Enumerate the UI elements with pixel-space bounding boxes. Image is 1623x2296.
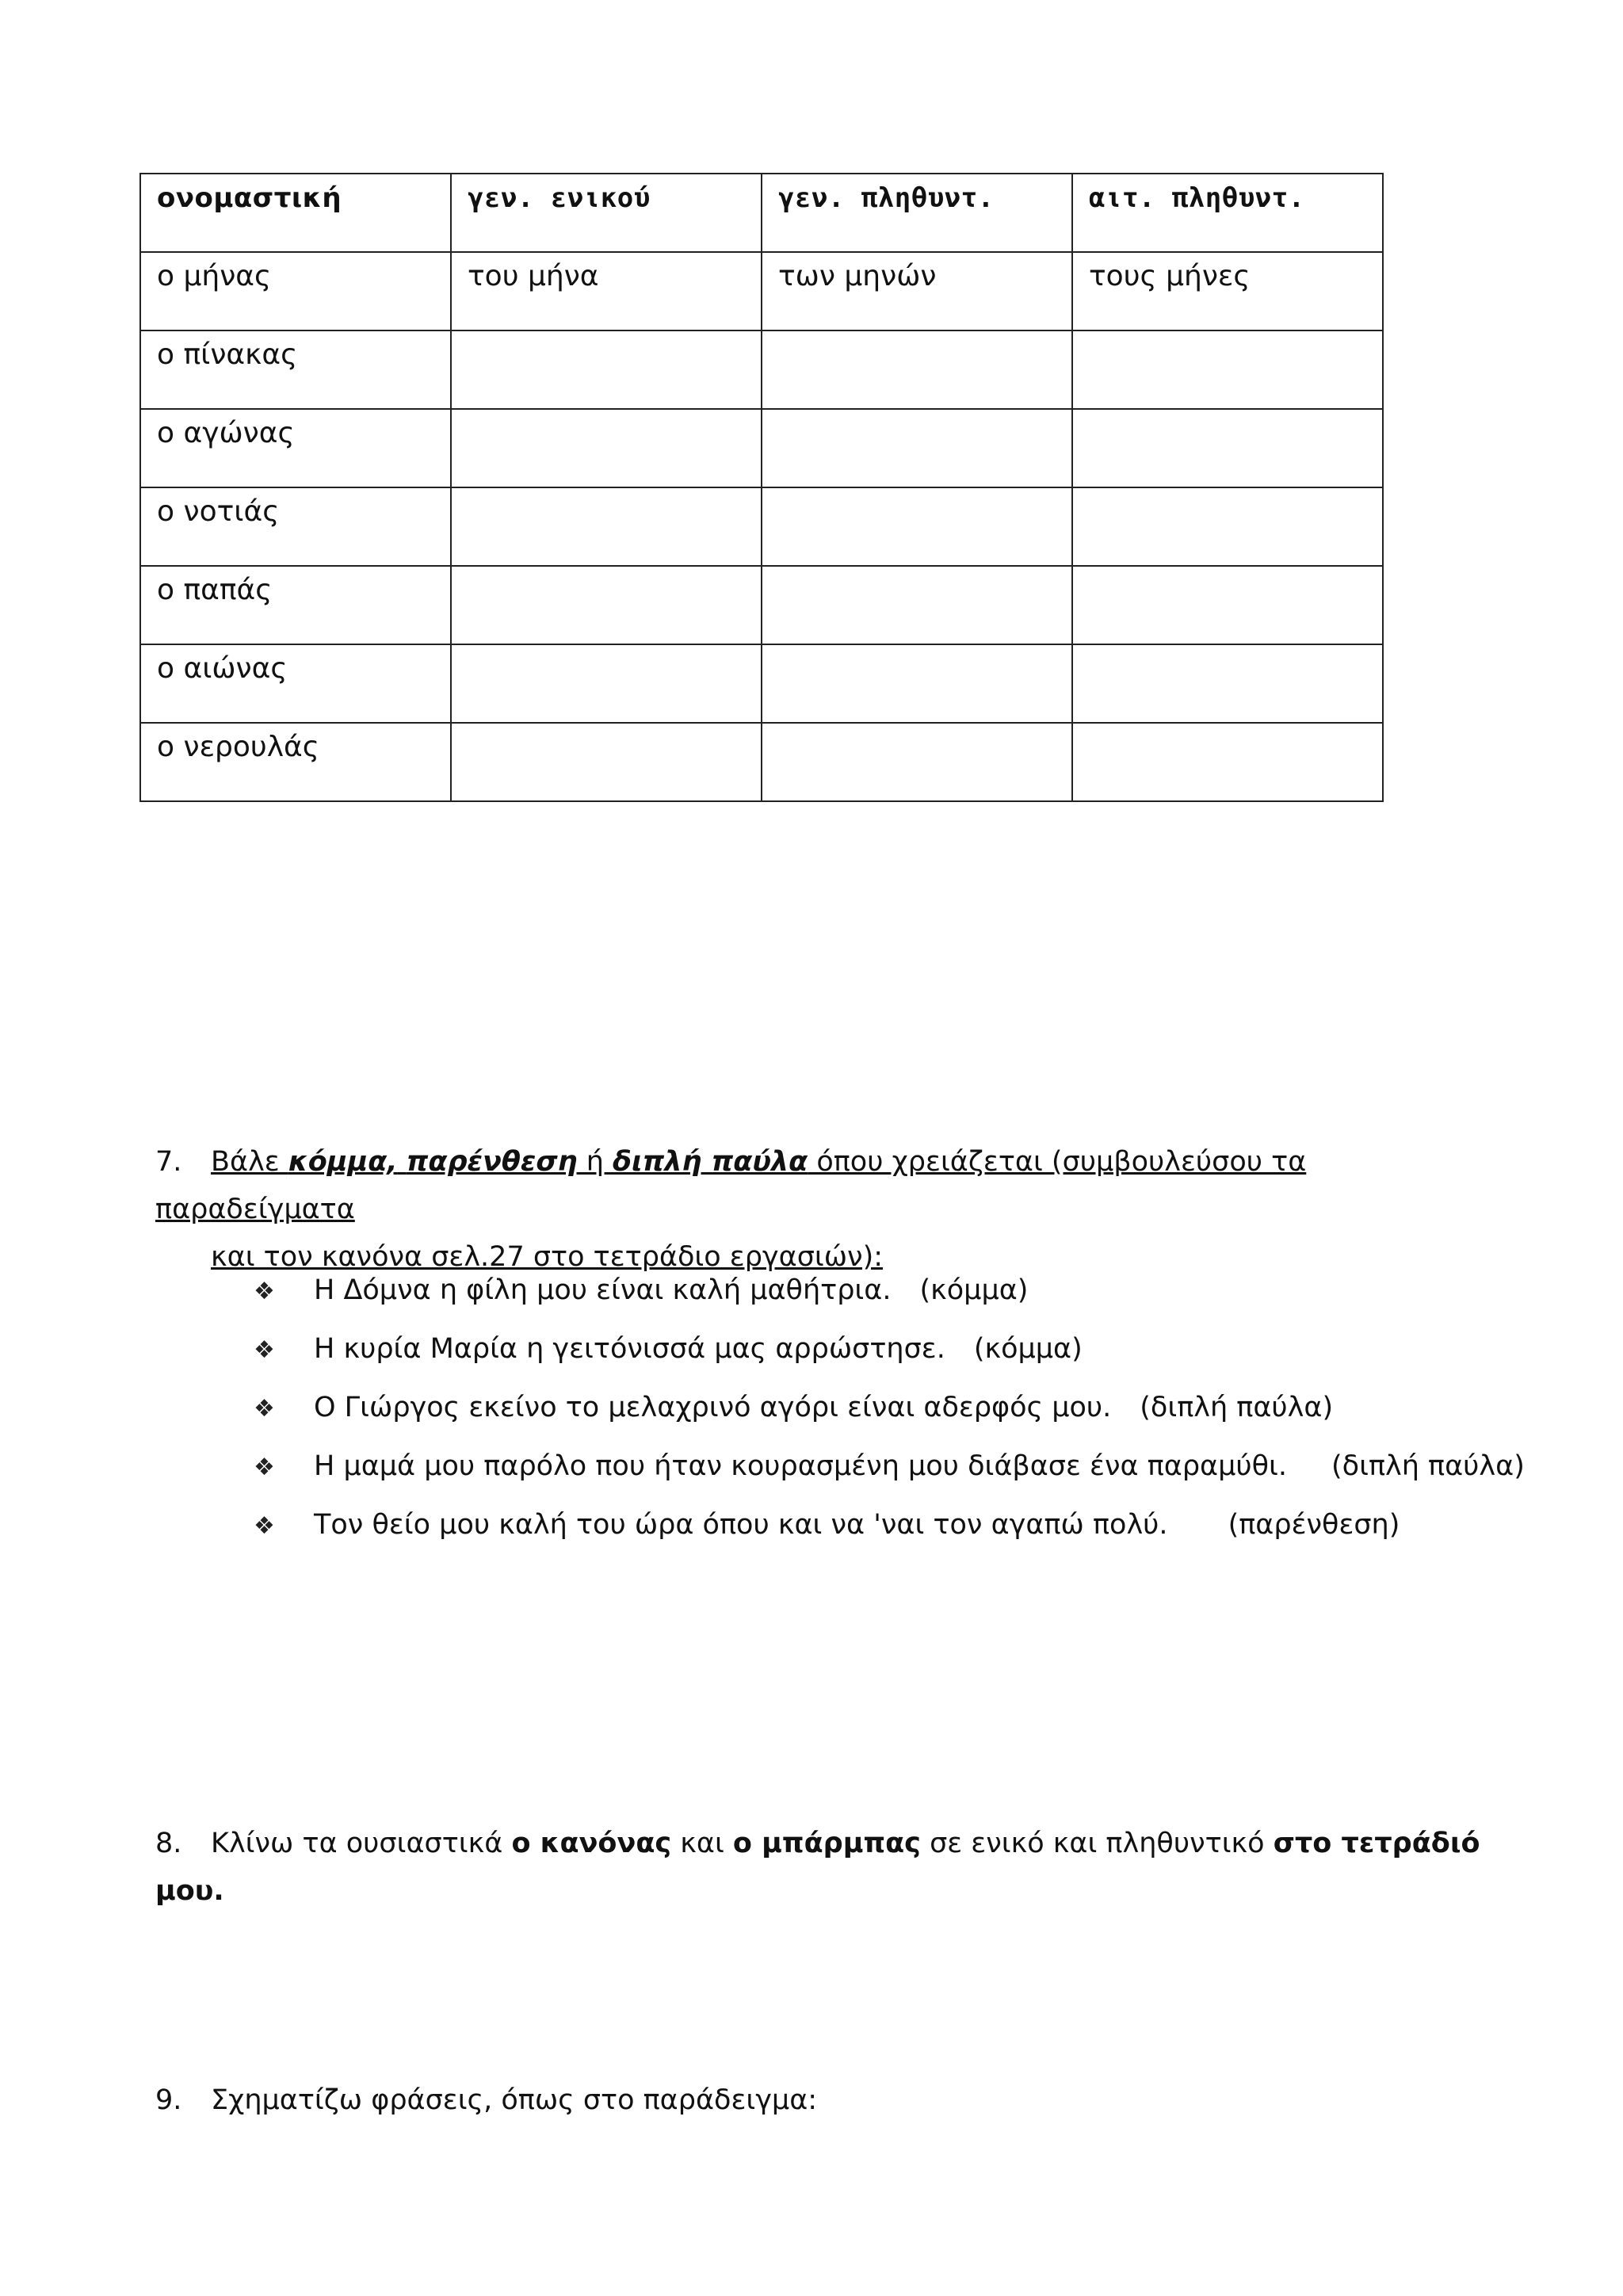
header-accusative-plural: αιτ. πληθυντ. (1072, 174, 1383, 252)
list-item (254, 1266, 1525, 1325)
answer-cell (762, 487, 1072, 566)
spacer (398, 1146, 407, 1178)
four-diamond-bullet-icon: ❖ (254, 1336, 275, 1364)
noun-barbas: ο μπάρμπας (732, 1828, 921, 1859)
instruction-text (155, 1146, 1306, 1225)
instruction-start: Κλίνω τα ουσιαστικά (211, 1828, 512, 1859)
table-row (140, 723, 1383, 801)
instruction-middle: σε ενικό και πληθυντικό (920, 1828, 1274, 1859)
sentence-text: Ο Γιώργος εκείνο το μελαχρινό αγόρι είναι αδερφός μου. (314, 1392, 1112, 1423)
answer-cell (1072, 487, 1383, 566)
cell-nominative: ο νερουλάς (140, 723, 451, 801)
keyword-comma: κόμμα, (288, 1146, 398, 1178)
answer-cell (451, 409, 762, 487)
sentence-text: Η κυρία Μαρία η γειτόνισσά μας αρρώστησε. (314, 1333, 945, 1365)
answer-cell (1072, 330, 1383, 409)
exercise-number: 9. (155, 2084, 182, 2116)
table-row (140, 487, 1383, 566)
cell-nominative: ο αγώνας (140, 409, 451, 487)
keyword-double-dash: διπλή παύλα (613, 1146, 808, 1178)
table-row (140, 409, 1383, 487)
exercise-number: 8. (155, 1828, 182, 1859)
instruction-start: Βάλε (211, 1146, 288, 1178)
table-row (140, 252, 1383, 330)
punctuation-hint: (κόμμα) (919, 1274, 1029, 1306)
punctuation-hint: (διπλή παύλα) (1140, 1392, 1334, 1423)
cell-nominative: ο μήνας (140, 252, 451, 330)
four-diamond-bullet-icon: ❖ (254, 1512, 275, 1540)
four-diamond-bullet-icon: ❖ (254, 1278, 275, 1305)
exercise-8 (155, 1820, 1503, 1915)
list-item (254, 1325, 1525, 1384)
keyword-parenthesis: παρένθεση (406, 1146, 578, 1178)
answer-cell (762, 330, 1072, 409)
cell-nominative: ο παπάς (140, 566, 451, 644)
table-row (140, 566, 1383, 644)
cell-genitive-plural: των μηνών (762, 252, 1072, 330)
answer-cell (1072, 723, 1383, 801)
exercise-number: 7. (155, 1146, 182, 1178)
list-item (254, 1384, 1525, 1442)
cell-nominative: ο πίνακας (140, 330, 451, 409)
list-item (254, 1442, 1525, 1501)
exercise-7 (155, 1138, 1503, 1281)
instruction-continuation: και τον κανόνα σελ.27 στο τετράδιο εργασιών): (211, 1241, 884, 1273)
instruction-text: Σχηματίζω φράσεις, όπως στο παράδειγμα: (211, 2084, 818, 2116)
punctuation-hint: (παρένθεση) (1228, 1509, 1400, 1541)
conjunction: ή (577, 1146, 613, 1178)
four-diamond-bullet-icon: ❖ (254, 1454, 275, 1481)
punctuation-hint: (κόμμα) (973, 1333, 1083, 1365)
answer-cell (451, 566, 762, 644)
exercise-7-instruction (155, 1138, 1503, 1233)
four-diamond-bullet-icon: ❖ (254, 1395, 275, 1423)
answer-cell (451, 723, 762, 801)
answer-cell (451, 330, 762, 409)
sentence-text: Η μαμά μου παρόλο που ήταν κουρασμένη μου διάβασε ένα παραμύθι. (314, 1450, 1288, 1482)
answer-cell (451, 644, 762, 723)
instruction-end: όπου χρειάζεται (συμβουλεύσου τα παραδείγματα (155, 1146, 1307, 1225)
declension-table (139, 173, 1384, 802)
punctuation-hint: (διπλή παύλα) (1331, 1450, 1525, 1482)
exercise-9 (155, 2076, 1503, 2124)
cell-nominative: ο νοτιάς (140, 487, 451, 566)
exercise-7-sentences (254, 1266, 1525, 1560)
cell-genitive-singular: του μήνα (451, 252, 762, 330)
answer-cell (1072, 644, 1383, 723)
noun-kanonas: ο κανόνας (511, 1828, 672, 1859)
answer-cell (1072, 566, 1383, 644)
cell-accusative-plural: τους μήνες (1072, 252, 1383, 330)
answer-cell (762, 644, 1072, 723)
conjunction: και (671, 1828, 733, 1859)
answer-cell (1072, 409, 1383, 487)
table-header-row (140, 174, 1383, 252)
sentence-text: Τον θείο μου καλή του ώρα όπου και να 'ναι τον αγαπώ πολύ. (314, 1509, 1168, 1541)
table-row (140, 644, 1383, 723)
header-nominative: ονομαστική (140, 174, 451, 252)
table-row (140, 330, 1383, 409)
answer-cell (451, 487, 762, 566)
answer-cell (762, 566, 1072, 644)
instruction-notebook: στο τετράδιό μου. (155, 1828, 1480, 1907)
header-genitive-singular: γεν. ενικού (451, 174, 762, 252)
answer-cell (762, 723, 1072, 801)
sentence-text: Η Δόμνα η φίλη μου είναι καλή μαθήτρια. (314, 1274, 892, 1306)
header-genitive-plural: γεν. πληθυντ. (762, 174, 1072, 252)
answer-cell (762, 409, 1072, 487)
cell-nominative: ο αιώνας (140, 644, 451, 723)
list-item (254, 1501, 1525, 1560)
